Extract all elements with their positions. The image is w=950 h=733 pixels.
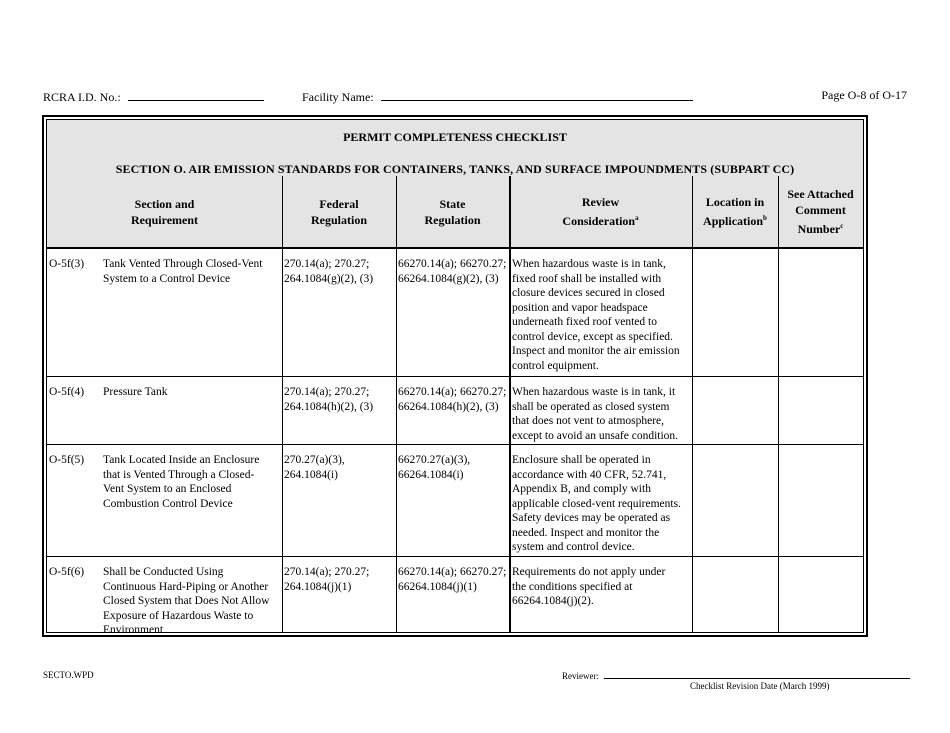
row-id: O-5f(3) bbox=[49, 258, 85, 270]
row-review-consideration: When hazardous waste is in tank, fixed roof shall be installed with closure devices secured in closed position and vapor headspace underneath fixed roof vented to control device, except as specified. Inspect and monitor the air emission control equipment. bbox=[512, 258, 680, 372]
row-state-regulation: 66270.14(a); 66270.27; 66264.1084(h)(2), (3) bbox=[398, 386, 507, 413]
col-divider bbox=[396, 176, 397, 632]
file-name: SECTO.WPD bbox=[43, 670, 94, 680]
section-title: SECTION O. AIR EMISSION STANDARDS FOR CONTAINERS, TANKS, AND SURFACE IMPOUNDMENTS (SUBPART CC) bbox=[115, 162, 795, 176]
reviewer-label: Reviewer: bbox=[562, 671, 599, 681]
row-federal-regulation: 270.27(a)(3), 264.1084(i) bbox=[284, 454, 345, 481]
reviewer-field bbox=[562, 670, 910, 681]
row-divider bbox=[47, 376, 863, 377]
row-state-regulation: 66270.27(a)(3), 66264.1084(i) bbox=[398, 454, 471, 481]
table-title-band bbox=[47, 120, 863, 177]
rcra-id-label: RCRA I.D. No.: bbox=[43, 90, 121, 104]
row-id: O-5f(4) bbox=[49, 386, 85, 398]
col-divider bbox=[509, 176, 511, 632]
facility-name-blank[interactable] bbox=[381, 88, 693, 101]
col-header-federal-regulation: Federal Regulation bbox=[282, 176, 396, 249]
revision-date: Checklist Revision Date (March 1999) bbox=[690, 681, 830, 691]
row-divider bbox=[47, 444, 863, 445]
row-id: O-5f(6) bbox=[49, 566, 85, 578]
row-requirement: Pressure Tank bbox=[103, 386, 168, 398]
rcra-id-field bbox=[43, 88, 264, 105]
facility-name-label: Facility Name: bbox=[302, 90, 374, 104]
col-divider bbox=[282, 176, 283, 632]
row-federal-regulation: 270.14(a); 270.27; 264.1084(g)(2), (3) bbox=[284, 258, 374, 285]
col-divider bbox=[692, 176, 693, 632]
col-header-review-consideration: Review Consideration$^a$ bbox=[509, 176, 692, 249]
row-review-consideration: When hazardous waste is in tank, it shall be operated as closed system that does not vent to atmosphere, except to avoid an unsafe condition. bbox=[512, 386, 679, 442]
reviewer-blank[interactable] bbox=[604, 670, 910, 679]
col-divider bbox=[778, 176, 779, 632]
row-review-consideration: Enclosure shall be operated in accordance with 40 CFR, 52.741, Appendix B, and comply with applicable closed-vent requirements. Safety devices may be operated as needed. Inspect and monitor the system and control device. bbox=[512, 454, 681, 553]
table-title: PERMIT COMPLETENESS CHECKLIST bbox=[343, 130, 567, 144]
rcra-id-blank[interactable] bbox=[128, 88, 264, 101]
col-header-comment-number: See Attached Comment Number$^c$ bbox=[778, 176, 863, 249]
col-header-state-regulation: State Regulation bbox=[396, 176, 509, 249]
row-requirement: Tank Located Inside an Enclosure that is Vented Through a Closed- Vent System to an Enclosed Combustion Control Device bbox=[103, 454, 260, 510]
col-header-section-requirement: Section and Requirement bbox=[47, 176, 282, 249]
row-review-consideration: Requirements do not apply under the conditions specified at 66264.1084(j)(2). bbox=[512, 566, 666, 607]
row-federal-regulation: 270.14(a); 270.27; 264.1084(j)(1) bbox=[284, 566, 370, 593]
row-id: O-5f(5) bbox=[49, 454, 85, 466]
row-requirement: Shall be Conducted Using Continuous Hard-Piping or Another Closed System that Does Not Allow Exposure of Hazardous Waste to Environment bbox=[103, 566, 270, 636]
col-header-location-in-application: Location in Application$^b$ bbox=[692, 176, 778, 249]
facility-name-field bbox=[302, 88, 693, 105]
page-number: Page O-8 of O-17 bbox=[821, 88, 907, 102]
row-divider bbox=[47, 556, 863, 557]
row-state-regulation: 66270.14(a); 66270.27; 66264.1084(g)(2), (3) bbox=[398, 258, 507, 285]
row-federal-regulation: 270.14(a); 270.27; 264.1084(h)(2), (3) bbox=[284, 386, 374, 413]
row-requirement: Tank Vented Through Closed-Vent System to a Control Device bbox=[103, 258, 263, 285]
row-state-regulation: 66270.14(a); 66270.27; 66264.1084(j)(1) bbox=[398, 566, 507, 593]
checklist-table bbox=[42, 115, 868, 637]
